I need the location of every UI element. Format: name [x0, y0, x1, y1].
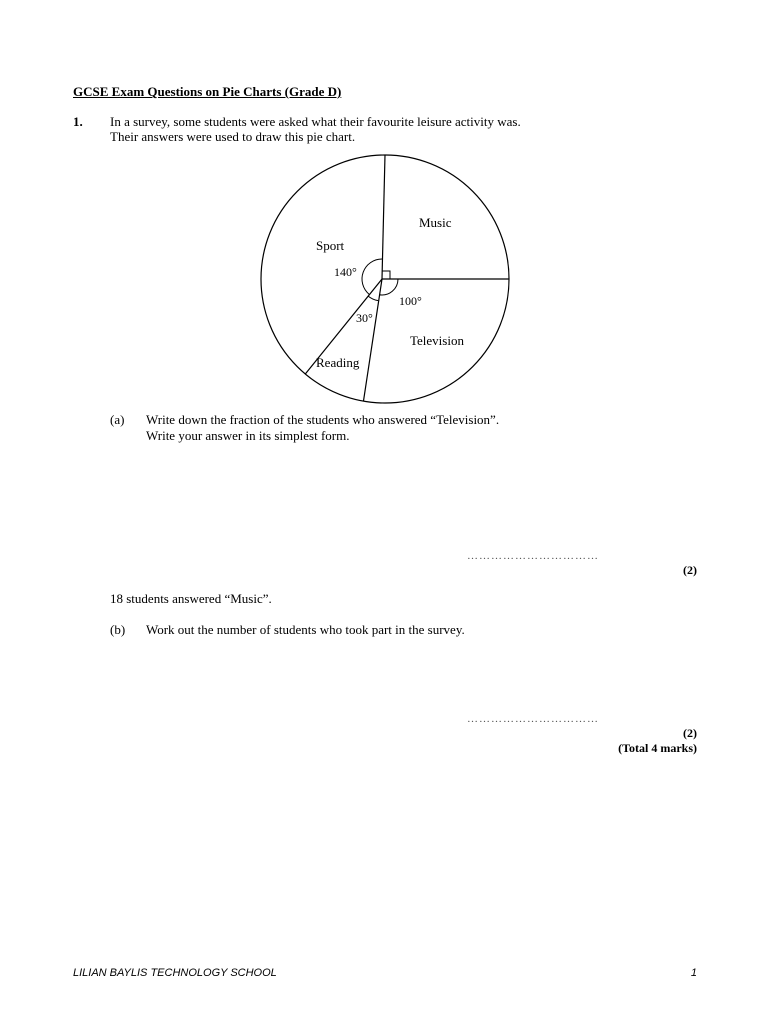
part-a-line1: Write down the fraction of the students who answered “Television”.	[146, 412, 500, 427]
page-title: GCSE Exam Questions on Pie Charts (Grade D)	[73, 84, 342, 99]
question-intro-line1: In a survey, some students were asked what their favourite leisure activity was.	[110, 114, 521, 129]
slice-label-sport: Sport	[316, 238, 345, 253]
slice-label-reading: Reading	[316, 355, 360, 370]
part-a-label: (a)	[110, 412, 125, 427]
part-a-marks: (2)	[683, 563, 697, 577]
pie-radius-2	[363, 279, 382, 401]
part-a-answer-line[interactable]: ……………………………	[467, 550, 599, 562]
angle-arc-reading	[368, 296, 378, 301]
angle-label-reading: 30°	[356, 311, 373, 325]
question-intro-line2: Their answers were used to draw this pie chart.	[110, 129, 356, 144]
angle-arc-sport	[362, 259, 382, 294]
footer-page-number: 1	[690, 967, 697, 979]
total-marks: (Total 4 marks)	[618, 741, 697, 755]
part-a-line2: Write your answer in its simplest form.	[146, 428, 350, 443]
right-angle-marker	[382, 271, 390, 279]
question-number: 1.	[73, 114, 83, 129]
part-b-marks: (2)	[683, 726, 697, 740]
pie-chart	[0, 0, 768, 420]
part-b-label: (b)	[110, 622, 126, 637]
slice-label-music: Music	[419, 215, 452, 230]
slice-label-television: Television	[410, 333, 464, 348]
music-count-text: 18 students answered “Music”.	[110, 591, 272, 606]
footer-school: LILIAN BAYLIS TECHNOLOGY SCHOOL	[73, 967, 277, 979]
angle-label-television: 100°	[399, 294, 422, 308]
angle-label-sport: 140°	[334, 265, 357, 279]
part-b-answer-line[interactable]: ……………………………	[467, 713, 599, 725]
part-b-line1: Work out the number of students who took part in the survey.	[146, 622, 465, 637]
pie-radius-0	[382, 155, 385, 279]
